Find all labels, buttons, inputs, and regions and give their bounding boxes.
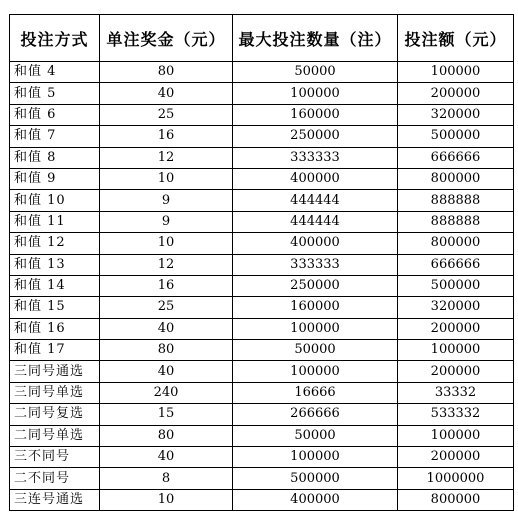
cell-bet-amount: 200000 <box>398 447 514 468</box>
cell-bet-amount: 666666 <box>398 254 514 275</box>
cell-unit-prize: 10 <box>100 168 233 189</box>
cell-unit-prize: 25 <box>100 104 233 125</box>
cell-max-bets: 100000 <box>233 447 398 468</box>
table-row <box>10 447 514 468</box>
cell-unit-prize: 80 <box>100 62 233 83</box>
cell-unit-prize: 12 <box>100 254 233 275</box>
table-row <box>10 62 514 83</box>
cell-bet-type: 和值 15 <box>10 297 100 318</box>
table-row <box>10 340 514 361</box>
cell-max-bets: 250000 <box>233 126 398 147</box>
table-row <box>10 489 514 510</box>
table-row <box>10 126 514 147</box>
cell-max-bets: 333333 <box>233 254 398 275</box>
cell-max-bets: 266666 <box>233 404 398 425</box>
cell-bet-amount: 888888 <box>398 211 514 232</box>
prize-table-container <box>9 14 514 511</box>
header-bet-amount: 投注额（元） <box>398 15 514 62</box>
table-row <box>10 404 514 425</box>
cell-bet-type: 和值 8 <box>10 147 100 168</box>
cell-bet-type: 和值 14 <box>10 275 100 296</box>
cell-max-bets: 100000 <box>233 83 398 104</box>
cell-max-bets: 50000 <box>233 62 398 83</box>
cell-max-bets: 160000 <box>233 297 398 318</box>
table-row <box>10 190 514 211</box>
cell-max-bets: 400000 <box>233 233 398 254</box>
cell-unit-prize: 8 <box>100 468 233 489</box>
table-row <box>10 318 514 339</box>
cell-unit-prize: 40 <box>100 447 233 468</box>
cell-bet-type: 三不同号 <box>10 447 100 468</box>
cell-bet-amount: 800000 <box>398 489 514 510</box>
prize-table <box>9 14 514 511</box>
cell-bet-type: 和值 16 <box>10 318 100 339</box>
table-row <box>10 211 514 232</box>
cell-unit-prize: 10 <box>100 233 233 254</box>
table-row <box>10 382 514 403</box>
cell-max-bets: 250000 <box>233 275 398 296</box>
table-row <box>10 297 514 318</box>
cell-unit-prize: 12 <box>100 147 233 168</box>
cell-max-bets: 50000 <box>233 340 398 361</box>
header-max-bets: 最大投注数量（注） <box>233 15 398 62</box>
cell-bet-amount: 500000 <box>398 275 514 296</box>
cell-bet-amount: 800000 <box>398 233 514 254</box>
cell-max-bets: 444444 <box>233 211 398 232</box>
cell-unit-prize: 16 <box>100 126 233 147</box>
cell-bet-type: 二同号单选 <box>10 425 100 446</box>
cell-bet-amount: 320000 <box>398 297 514 318</box>
table-row <box>10 233 514 254</box>
cell-bet-amount: 200000 <box>398 361 514 382</box>
cell-unit-prize: 9 <box>100 211 233 232</box>
table-row <box>10 83 514 104</box>
cell-max-bets: 400000 <box>233 489 398 510</box>
cell-bet-amount: 33332 <box>398 382 514 403</box>
cell-unit-prize: 40 <box>100 361 233 382</box>
table-row <box>10 425 514 446</box>
cell-max-bets: 100000 <box>233 361 398 382</box>
cell-bet-type: 和值 4 <box>10 62 100 83</box>
table-row <box>10 104 514 125</box>
cell-bet-amount: 200000 <box>398 318 514 339</box>
cell-max-bets: 50000 <box>233 425 398 446</box>
cell-bet-amount: 666666 <box>398 147 514 168</box>
cell-bet-type: 和值 11 <box>10 211 100 232</box>
cell-bet-amount: 533332 <box>398 404 514 425</box>
cell-bet-type: 二不同号 <box>10 468 100 489</box>
cell-unit-prize: 25 <box>100 297 233 318</box>
cell-bet-type: 三同号通选 <box>10 361 100 382</box>
cell-bet-type: 和值 13 <box>10 254 100 275</box>
cell-unit-prize: 15 <box>100 404 233 425</box>
cell-unit-prize: 80 <box>100 425 233 446</box>
cell-bet-type: 三连号通选 <box>10 489 100 510</box>
cell-bet-type: 和值 7 <box>10 126 100 147</box>
cell-bet-type: 和值 6 <box>10 104 100 125</box>
cell-bet-amount: 320000 <box>398 104 514 125</box>
cell-bet-amount: 800000 <box>398 168 514 189</box>
cell-unit-prize: 80 <box>100 340 233 361</box>
cell-max-bets: 400000 <box>233 168 398 189</box>
cell-max-bets: 500000 <box>233 468 398 489</box>
cell-max-bets: 16666 <box>233 382 398 403</box>
table-row <box>10 468 514 489</box>
cell-bet-amount: 1000000 <box>398 468 514 489</box>
cell-bet-type: 和值 17 <box>10 340 100 361</box>
cell-max-bets: 444444 <box>233 190 398 211</box>
table-row <box>10 147 514 168</box>
table-row <box>10 275 514 296</box>
cell-bet-amount: 200000 <box>398 83 514 104</box>
cell-max-bets: 160000 <box>233 104 398 125</box>
cell-bet-amount: 500000 <box>398 126 514 147</box>
header-unit-prize: 单注奖金（元） <box>100 15 233 62</box>
cell-unit-prize: 240 <box>100 382 233 403</box>
cell-max-bets: 100000 <box>233 318 398 339</box>
cell-bet-amount: 100000 <box>398 340 514 361</box>
cell-bet-amount: 100000 <box>398 425 514 446</box>
cell-bet-type: 和值 5 <box>10 83 100 104</box>
cell-bet-amount: 888888 <box>398 190 514 211</box>
table-header-row <box>10 15 514 62</box>
cell-unit-prize: 9 <box>100 190 233 211</box>
cell-bet-type: 二同号复选 <box>10 404 100 425</box>
cell-bet-type: 和值 9 <box>10 168 100 189</box>
cell-unit-prize: 10 <box>100 489 233 510</box>
cell-bet-type: 和值 12 <box>10 233 100 254</box>
table-row <box>10 254 514 275</box>
table-row <box>10 168 514 189</box>
table-row <box>10 361 514 382</box>
cell-max-bets: 333333 <box>233 147 398 168</box>
cell-bet-type: 三同号单选 <box>10 382 100 403</box>
cell-bet-type: 和值 10 <box>10 190 100 211</box>
cell-unit-prize: 16 <box>100 275 233 296</box>
header-bet-type: 投注方式 <box>10 15 100 62</box>
cell-unit-prize: 40 <box>100 83 233 104</box>
cell-bet-amount: 100000 <box>398 62 514 83</box>
cell-unit-prize: 40 <box>100 318 233 339</box>
